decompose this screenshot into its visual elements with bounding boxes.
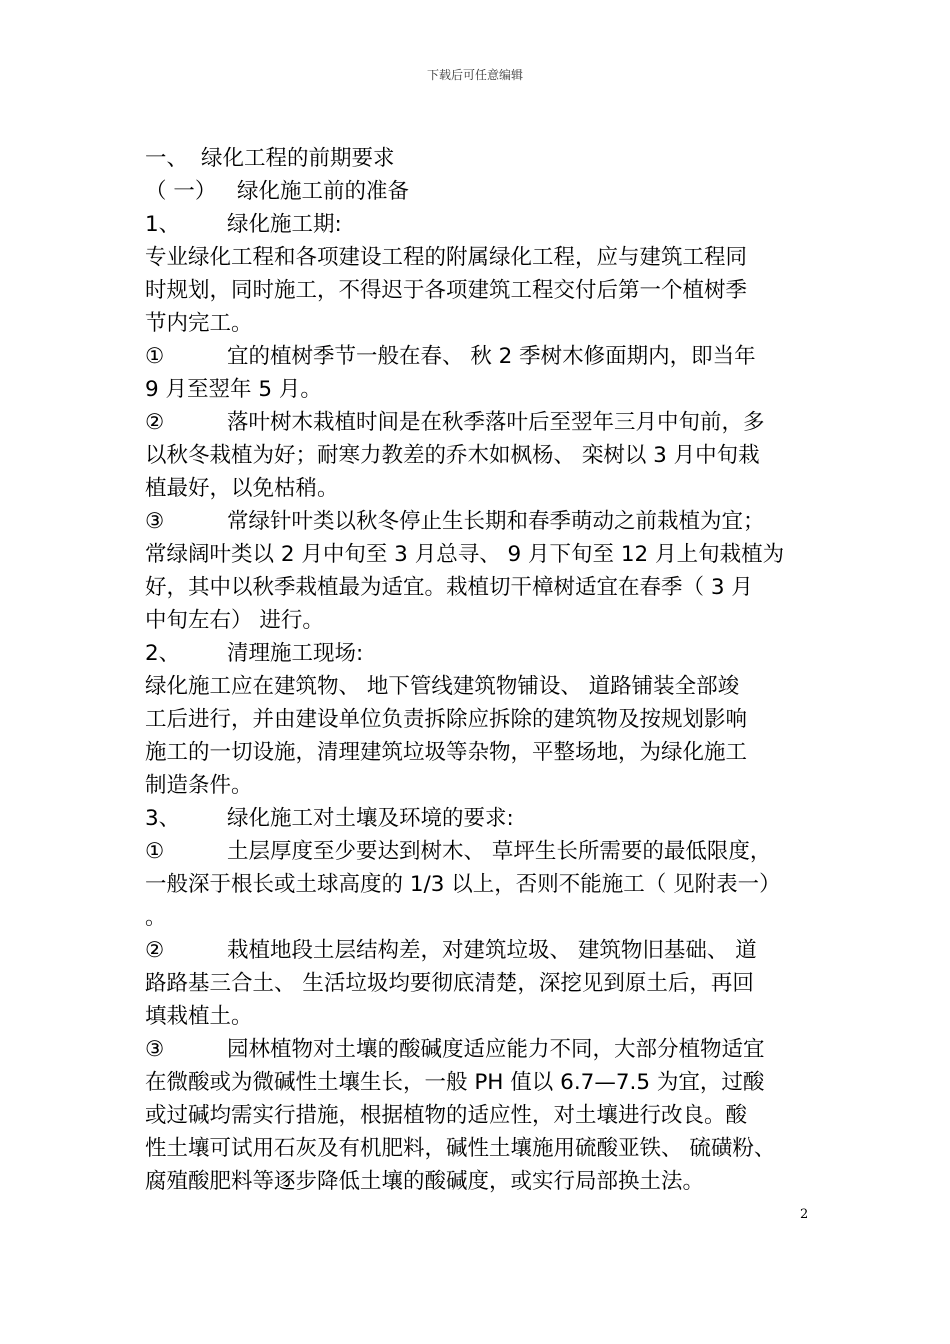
item-1-text: 绿化施工期: (227, 212, 342, 237)
heading-1-text: 绿化工程的前期要求 (201, 146, 395, 171)
circled-item-2-line: 植最好，以免枯稍。 (145, 476, 339, 501)
circled-item-4-line: 一般深于根长或土球高度的 1/3 以上，否则不能施工（ 见附表一） (145, 872, 781, 897)
circled-item-3-line: 好，其中以秋季栽植最为适宜。栽植切干樟树适宜在春季（ 3 月 (145, 575, 753, 600)
circled-item-4-line: 土层厚度至少要达到树木、 草坪生长所需要的最低限度， (227, 839, 772, 864)
circled-item-4-marker: ① (145, 839, 165, 864)
circled-item-6-line: 在微酸或为微碱性土壤生长，一般 PH 值以 6.7—7.5 为宜，过酸 (145, 1070, 765, 1095)
p2-line: 工后进行，并由建设单位负责拆除应拆除的建筑物及按规划影响 (145, 707, 748, 732)
circled-item-5-line: 栽植地段土层结构差，对建筑垃圾、 建筑物旧基础、 道 (227, 938, 757, 963)
item-3-text: 绿化施工对土壤及环境的要求: (227, 806, 514, 831)
item-3 (145, 802, 835, 835)
item-3-marker: 3、 (145, 806, 181, 831)
item-1 (145, 208, 835, 241)
heading-1-marker: 一、 (145, 146, 189, 171)
heading-2-text: 绿化施工前的准备 (237, 179, 410, 204)
circled-item-1 (145, 340, 835, 373)
circled-item-2-line: 落叶树木栽植时间是在秋季落叶后至翌年三月中旬前，多 (227, 410, 765, 435)
circled-item-6-line: 或过碱均需实行措施，根据植物的适应性，对土壤进行改良。酸 (145, 1103, 748, 1128)
page-number: 2 (800, 1207, 809, 1222)
heading-2 (145, 175, 835, 208)
p1-line: 节内完工。 (145, 311, 253, 336)
p2-line: 施工的一切设施，清理建筑垃圾等杂物，平整场地，为绿化施工 (145, 740, 748, 765)
p2-line: 绿化施工应在建筑物、 地下管线建筑物铺设、 道路铺装全部竣 (145, 674, 740, 699)
heading-2-marker: （ 一） (145, 179, 217, 204)
circled-item-6-line: 园林植物对土壤的酸碱度适应能力不同，大部分植物适宜 (227, 1037, 765, 1062)
item-2 (145, 637, 835, 670)
circled-item-5 (145, 934, 835, 967)
circled-item-2 (145, 406, 835, 439)
p2-line: 制造条件。 (145, 773, 253, 798)
circled-item-3-line: 中旬左右） 进行。 (145, 608, 324, 633)
item-2-marker: 2、 (145, 641, 181, 666)
circled-item-1-marker: ① (145, 344, 165, 369)
circled-item-5-line: 填栽植土。 (145, 1004, 253, 1029)
circled-item-2-line: 以秋冬栽植为好；耐寒力教差的乔木如枫杨、 栾树以 3 月中旬栽 (145, 443, 760, 468)
circled-item-3 (145, 505, 835, 538)
circled-item-4-line: 。 (145, 905, 167, 930)
circled-item-1-line: 宜的植树季节一般在春、 秋 2 季树木修面期内，即当年 (227, 344, 756, 369)
circled-item-3-line: 常绿针叶类以秋冬停止生长期和春季萌动之前栽植为宜； (227, 509, 765, 534)
heading-1 (145, 142, 835, 175)
item-2-text: 清理施工现场: (227, 641, 364, 666)
circled-item-3-marker: ③ (145, 509, 165, 534)
p1-line: 专业绿化工程和各项建设工程的附属绿化工程，应与建筑工程同 (145, 245, 748, 270)
circled-item-5-marker: ② (145, 938, 165, 963)
circled-item-6-marker: ③ (145, 1037, 165, 1062)
circled-item-6-line: 性土壤可试用石灰及有机肥料，碱性土壤施用硫酸亚铁、 硫磺粉、 (145, 1136, 776, 1161)
document-body (145, 142, 835, 1198)
circled-item-6 (145, 1033, 835, 1066)
p1-line: 时规划，同时施工，不得迟于各项建筑工程交付后第一个植树季 (145, 278, 748, 303)
circled-item-2-marker: ② (145, 410, 165, 435)
circled-item-4 (145, 835, 835, 868)
circled-item-6-line: 腐殖酸肥料等逐步降低土壤的酸碱度，或实行局部换土法。 (145, 1169, 705, 1194)
circled-item-3-line: 常绿阔叶类以 2 月中旬至 3 月总寻、 9 月下旬至 12 月上旬栽植为 (145, 542, 785, 567)
circled-item-5-line: 路路基三合土、 生活垃圾均要彻底清楚，深挖见到原土后，再回 (145, 971, 754, 996)
circled-item-1-line: 9 月至翌年 5 月。 (145, 377, 322, 402)
item-1-marker: 1、 (145, 212, 181, 237)
page-header: 下载后可任意编辑 (426, 68, 523, 82)
